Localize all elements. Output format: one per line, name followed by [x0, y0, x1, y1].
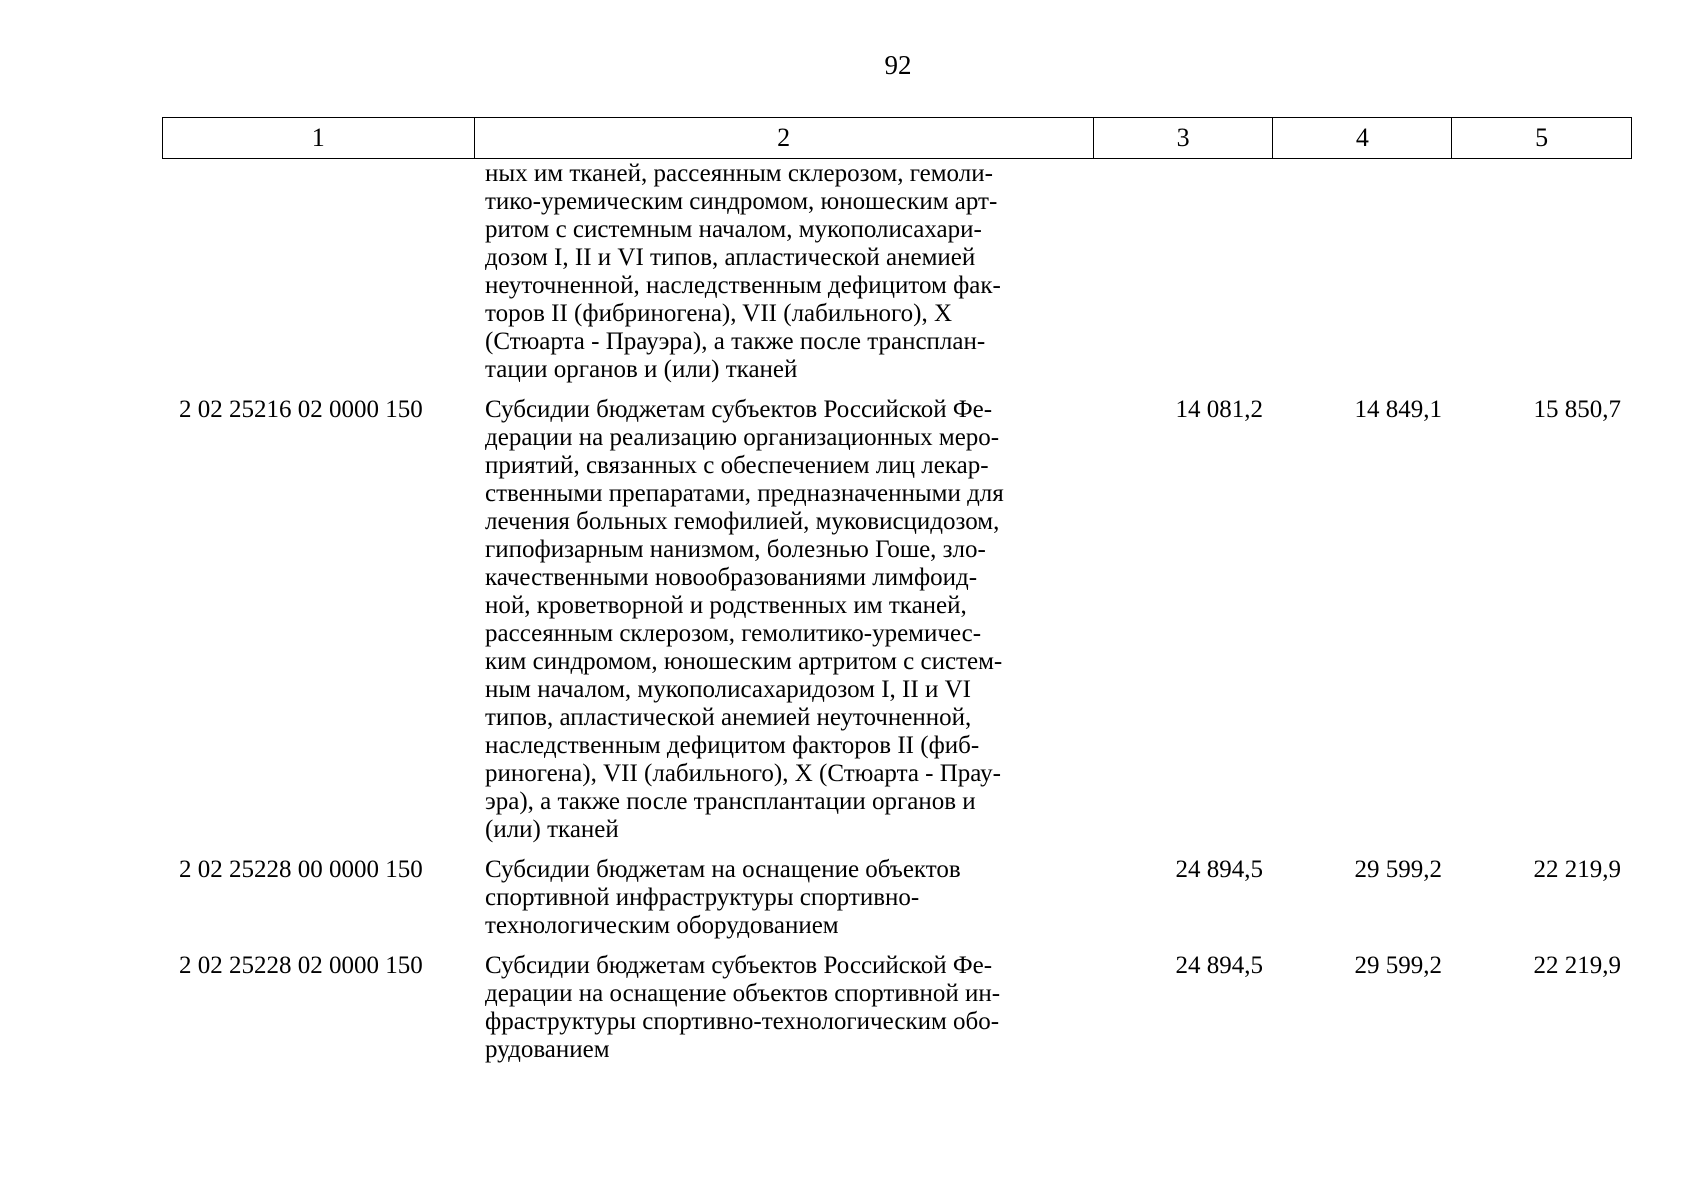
description-line: технологическим оборудованием [485, 912, 839, 939]
description-line: лечения больных гемофилией, муковисцидозом, [485, 508, 1000, 535]
row-value-col-4 [1274, 160, 1453, 384]
description-line: тико-уремическим синдромом, юношеским арт- [485, 188, 998, 215]
description-line: риногена), VII (лабильного), X (Стюарта - Прау- [485, 760, 1001, 787]
table-row [162, 160, 1632, 384]
description-line: наследственным дефицитом факторов II (фиб- [485, 732, 980, 759]
page-number: 92 [884, 50, 912, 80]
row-value-col-5: 22 219,9 [1533, 856, 1621, 883]
table-body [162, 160, 1632, 1064]
row-description [162, 856, 1094, 940]
description-line: ной, кроветворной и родственных им тканей, [485, 592, 967, 619]
table-row [162, 396, 1632, 844]
description-line: (или) тканей [485, 816, 619, 843]
header-col-2: 2 [475, 118, 1094, 158]
row-code: 2 02 25216 02 0000 150 [179, 396, 423, 423]
row-description [162, 396, 1094, 844]
description-line: качественными новообразованиями лимфоид- [485, 564, 978, 591]
header-col-5: 5 [1535, 123, 1549, 152]
description-line: дерации на реализацию организационных меро- [485, 424, 1000, 451]
row-code: 2 02 25228 00 0000 150 [179, 856, 423, 883]
row-value-col-3: 24 894,5 [1175, 952, 1263, 979]
description-line: ким синдромом, юношеским артритом с систем- [485, 648, 1003, 675]
header-col-1: 1 [163, 118, 475, 158]
description-line: Субсидии бюджетам субъектов Российской Фе- [485, 952, 993, 979]
row-description [162, 952, 1094, 1064]
row-value-col-5 [1453, 160, 1632, 384]
description-line: тации органов и (или) тканей [485, 356, 798, 383]
row-value-col-4: 14 849,1 [1354, 396, 1442, 423]
row-value-col-3: 24 894,5 [1175, 856, 1263, 883]
table-row [162, 856, 1632, 940]
description-line: дозом I, II и VI типов, апластической анемией [485, 244, 976, 271]
description-line: ственными препаратами, предназначенными для [485, 480, 1004, 507]
description-line: (Стюарта - Прауэра), а также после трансплан- [485, 328, 986, 355]
row-value-col-5: 22 219,9 [1533, 952, 1621, 979]
table-header [162, 117, 1632, 159]
description-line: неуточненной, наследственным дефицитом фак- [485, 272, 1001, 299]
description-line: типов, апластической анемией неуточненной, [485, 704, 972, 731]
description-line: рудованием [485, 1036, 610, 1063]
description-line: ным началом, мукополисахаридозом I, II и VI [485, 676, 971, 703]
description-line: дерации на оснащение объектов спортивной ин- [485, 980, 1001, 1007]
description-line: Субсидии бюджетам на оснащение объектов [485, 856, 961, 883]
row-value-col-4: 29 599,2 [1354, 952, 1442, 979]
description-line: спортивной инфраструктуры спортивно- [485, 884, 920, 911]
row-code: 2 02 25228 02 0000 150 [179, 952, 423, 979]
table-row [162, 952, 1632, 1064]
row-description [162, 160, 1094, 384]
description-line: Субсидии бюджетам субъектов Российской Фе- [485, 396, 993, 423]
description-line: эра), а также после трансплантации органов и [485, 788, 976, 815]
row-value-col-3: 14 081,2 [1175, 396, 1263, 423]
row-value-col-3 [1094, 160, 1274, 384]
header-col-3: 3 [1094, 118, 1274, 158]
description-line: рассеянным склерозом, гемолитико-уремичес- [485, 620, 982, 647]
description-line: приятий, связанных с обеспечением лиц лекар- [485, 452, 989, 479]
description-line: ных им тканей, рассеянным склерозом, гемоли- [485, 160, 993, 187]
description-line: торов II (фибриногена), VII (лабильного), X [485, 300, 953, 327]
header-col-4: 4 [1273, 118, 1452, 158]
row-value-col-5: 15 850,7 [1533, 396, 1621, 423]
description-line: фраструктуры спортивно-технологическим обо- [485, 1008, 1000, 1035]
description-line: гипофизарным нанизмом, болезнью Гоше, зло- [485, 536, 986, 563]
row-value-col-4: 29 599,2 [1354, 856, 1442, 883]
description-line: ритом с системным началом, мукополисахари- [485, 216, 982, 243]
